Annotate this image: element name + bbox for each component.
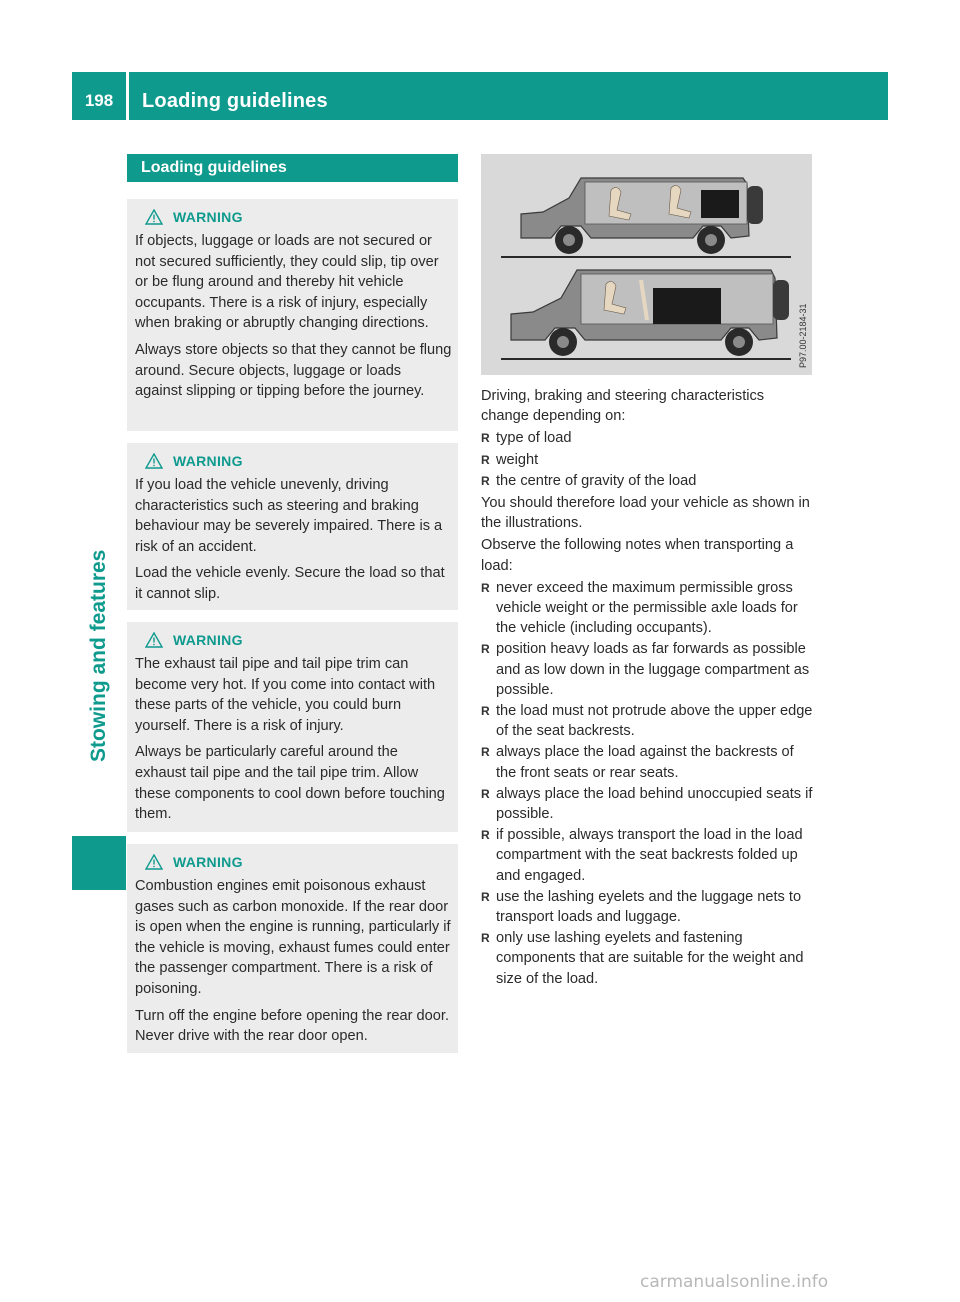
header-title: Loading guidelines — [142, 90, 328, 112]
warning-instruction: Always be particularly careful around the exhaust tail pipe and the tail pipe trim. Allow these components to cool down before touching them. — [135, 744, 445, 823]
list-item: R the load must not protrude above the upper edge of the seat backrests. — [481, 701, 813, 741]
warning-text: If you load the vehicle unevenly, driving characteristics such as steering and braking behaviour may be severely impaired. There is a risk of an accident. — [135, 477, 443, 555]
list-item: R use the lashing eyelets and the luggage nets to transport loads and luggage. — [481, 887, 813, 927]
warning-triangle-icon — [145, 209, 163, 225]
list-item: R position heavy loads as far forwards as possible and as low down in the luggage compartment as possible. — [481, 639, 813, 700]
notes-list — [481, 578, 813, 989]
warning-instruction: Always store objects so that they cannot be flung around. Secure objects, luggage or loads against slipping or tipping before the journey. — [135, 341, 452, 400]
list-item: R the centre of gravity of the load — [481, 471, 813, 491]
warning-header — [145, 453, 452, 469]
watermark: carmanualsonline.info — [640, 1272, 829, 1292]
header-divider — [126, 72, 129, 120]
list-item: R never exceed the maximum permissible gross vehicle weight or the permissible axle loads for the vehicle (including occupants). — [481, 578, 813, 639]
warning-instruction: Load the vehicle evenly. Secure the load so that it cannot slip. — [135, 565, 445, 602]
vehicle-illustration-svg — [481, 154, 812, 375]
list-item: R type of load — [481, 428, 813, 448]
warning-box-1 — [127, 199, 458, 431]
warning-box-2 — [127, 443, 458, 610]
chapter-label-text: Stowing and features — [87, 549, 110, 762]
intro-paragraph: Driving, braking and steering characteristics change depending on: — [481, 388, 765, 425]
warning-header — [145, 209, 452, 225]
warning-text: Combustion engines emit poisonous exhaust gases such as carbon monoxide. If the rear door is open when the engine is running, particularly if the vehicle is moving, exhaust fumes could enter the passenger compartment. There is a risk of poisoning. — [135, 878, 451, 997]
warning-box-4 — [127, 844, 458, 1053]
section-title: Loading guidelines — [127, 154, 458, 182]
warning-text: The exhaust tail pipe and tail pipe trim can become very hot. If you come into contact with these parts of the vehicle, you could burn yourself. There is a risk of injury. — [135, 656, 436, 734]
warning-text: If objects, luggage or loads are not secured or not secured sufficiently, they could slip, tip over or be flung around and thereby hit vehicle occupants. There is a risk of injury, especially when braking or abruptly changing directions. — [135, 233, 439, 332]
page-number: 198 — [84, 91, 114, 110]
warning-triangle-icon — [145, 632, 163, 648]
chapter-marker — [72, 836, 126, 890]
notes-intro-paragraph: Observe the following notes when transporting a load: — [481, 537, 794, 574]
list-item: R weight — [481, 450, 813, 470]
figure-code: P97.00-2184-31 — [798, 303, 808, 368]
body-text-column — [481, 386, 813, 991]
vehicle-loading-illustration — [481, 154, 812, 375]
warning-label: WARNING — [173, 209, 243, 225]
list-item: R only use lashing eyelets and fastening components that are suitable for the weight and size of the load. — [481, 928, 813, 989]
chapter-side-label — [80, 150, 118, 830]
warning-header — [145, 854, 452, 870]
warning-triangle-icon — [145, 854, 163, 870]
list-item: R if possible, always transport the load in the load compartment with the seat backrests folded up and engaged. — [481, 825, 813, 886]
warning-box-3 — [127, 622, 458, 832]
list-item: R always place the load against the backrests of the front seats or rear seats. — [481, 742, 813, 782]
list-item: R always place the load behind unoccupied seats if possible. — [481, 784, 813, 824]
warning-header — [145, 632, 452, 648]
warning-triangle-icon — [145, 453, 163, 469]
warning-label: WARNING — [173, 854, 243, 870]
illustration-paragraph: You should therefore load your vehicle as shown in the illustrations. — [481, 495, 810, 532]
warning-label: WARNING — [173, 632, 243, 648]
warning-instruction: Turn off the engine before opening the rear door. Never drive with the rear door open. — [135, 1007, 449, 1045]
warning-label: WARNING — [173, 453, 243, 469]
factors-list — [481, 428, 813, 491]
